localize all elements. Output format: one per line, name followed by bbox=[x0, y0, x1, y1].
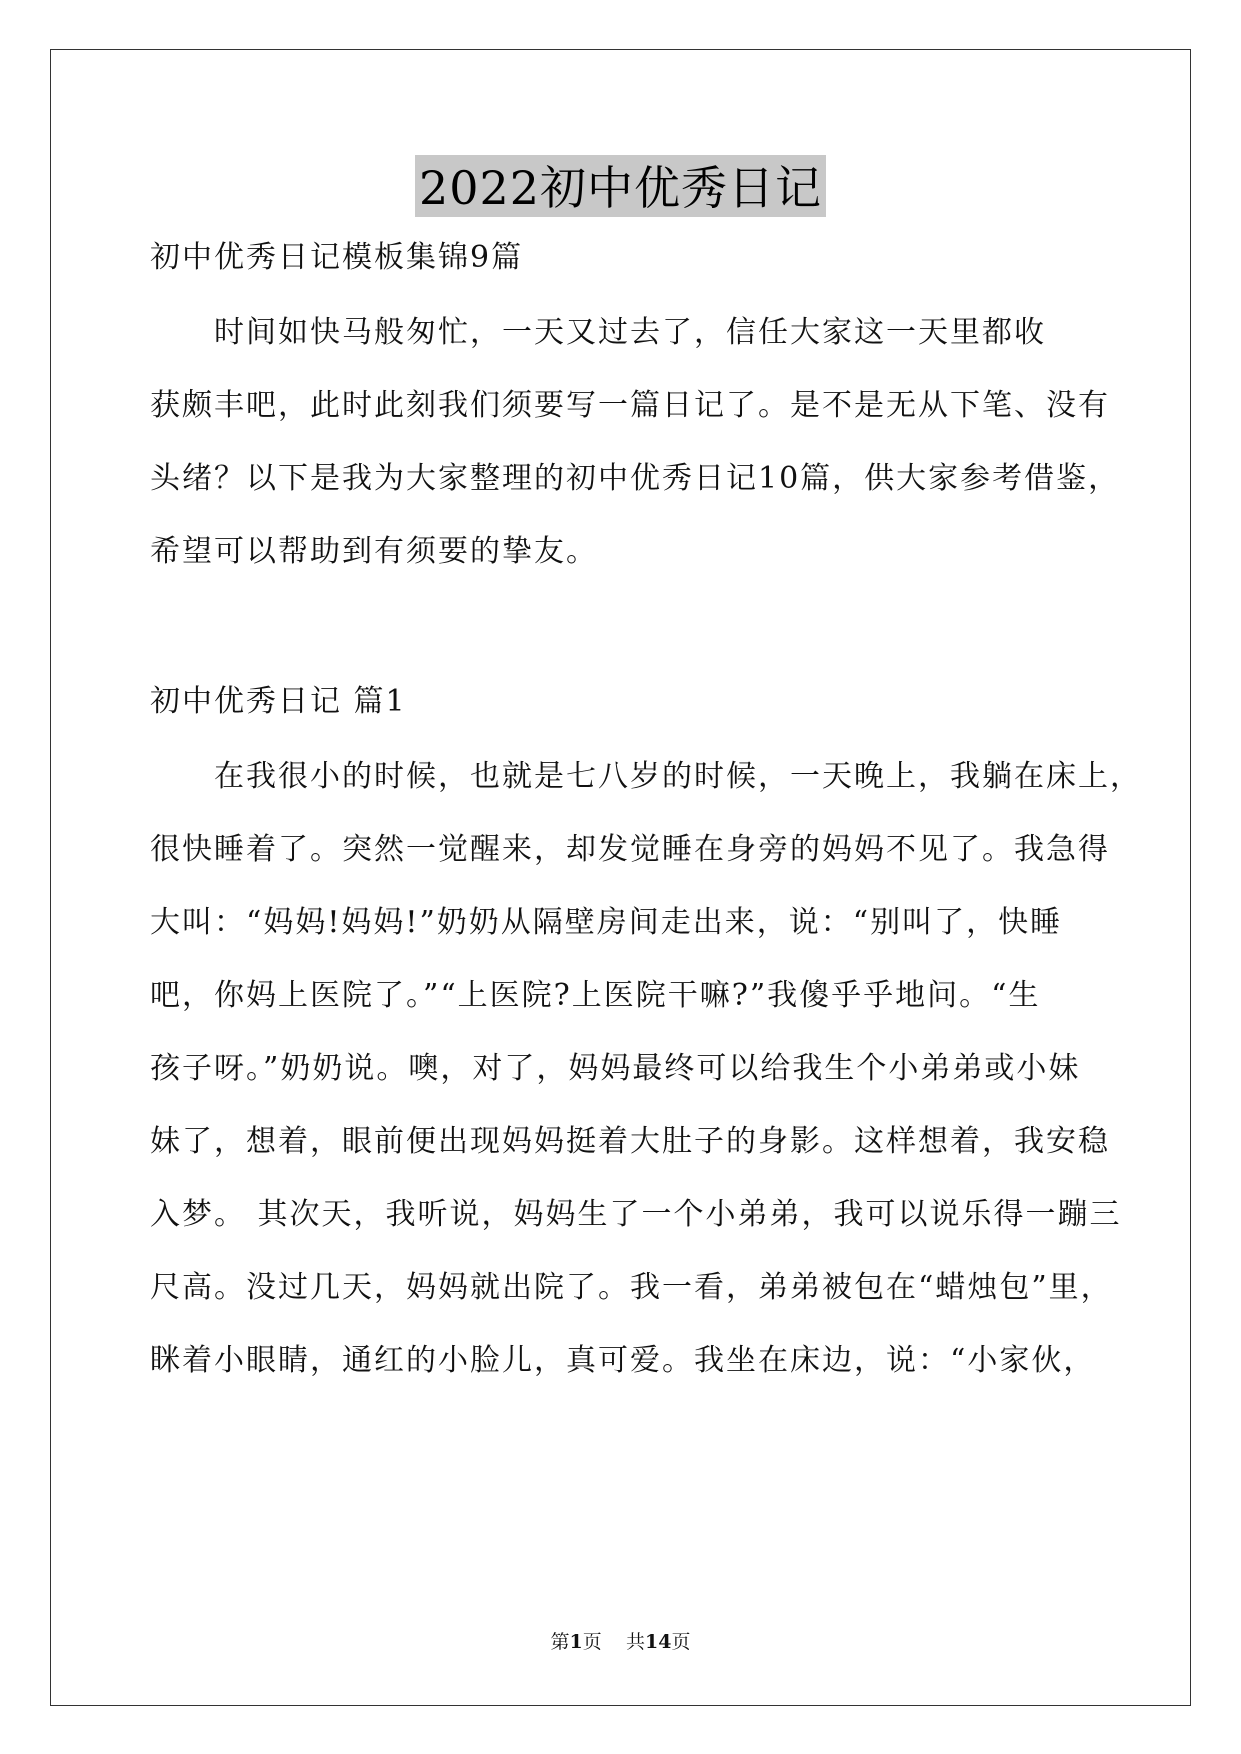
section-heading: 初中优秀日记 篇1 bbox=[150, 684, 407, 719]
body-line: 孩子呀。”奶奶说。噢，对了，妈妈最终可以给我生个小弟弟或小妹 bbox=[150, 1051, 1081, 1086]
document-title: 2022初中优秀日记 bbox=[415, 155, 826, 217]
body-line: 入梦。 其次天，我听说，妈妈生了一个小弟弟，我可以说乐得一蹦三 bbox=[150, 1197, 1122, 1232]
footer-page-suffix: 页 bbox=[582, 1631, 602, 1653]
intro-line: 希望可以帮助到有须要的挚友。 bbox=[150, 534, 598, 569]
body-line: 大叫：“妈妈!妈妈!”奶奶从隔壁房间走出来，说：“别叫了，快睡 bbox=[150, 905, 1063, 940]
body-line: 在我很小的时候，也就是七八岁的时候，一天晚上，我躺在床上， bbox=[150, 759, 1142, 794]
page-footer bbox=[0, 1630, 1241, 1654]
body-line: 妹了，想着，眼前便出现妈妈挺着大肚子的身影。这样想着，我安稳 bbox=[150, 1124, 1110, 1159]
intro-line: 获颇丰吧，此时此刻我们须要写一篇日记了。是不是无从下笔、没有 bbox=[150, 388, 1110, 423]
footer-page-prefix: 第 bbox=[550, 1631, 570, 1653]
title-container bbox=[0, 155, 1241, 217]
footer-total-pages: 14 bbox=[644, 1631, 672, 1653]
body-line: 很快睡着了。突然一觉醒来，却发觉睡在身旁的妈妈不见了。我急得 bbox=[150, 832, 1110, 867]
body-line: 尺高。没过几天，妈妈就出院了。我一看，弟弟被包在“蜡烛包”里， bbox=[150, 1270, 1113, 1305]
body-line: 眯着小眼睛，通红的小脸儿，真可爱。我坐在床边，说：“小家伙， bbox=[150, 1343, 1096, 1378]
page-border bbox=[50, 49, 1191, 1706]
body-line: 吧，你妈上医院了。”“上医院?上医院干嘛?”我傻乎乎地问。“生 bbox=[150, 978, 1041, 1013]
footer-page-number: 1 bbox=[569, 1631, 583, 1653]
footer-total-prefix: 共 bbox=[625, 1631, 645, 1653]
footer-total-suffix: 页 bbox=[671, 1631, 691, 1653]
intro-line: 头绪？以下是我为大家整理的初中优秀日记10篇，供大家参考借鉴， bbox=[150, 461, 1121, 496]
document-subtitle: 初中优秀日记模板集锦9篇 bbox=[150, 240, 524, 275]
intro-line: 时间如快马般匆忙，一天又过去了，信任大家这一天里都收 bbox=[150, 315, 1046, 350]
